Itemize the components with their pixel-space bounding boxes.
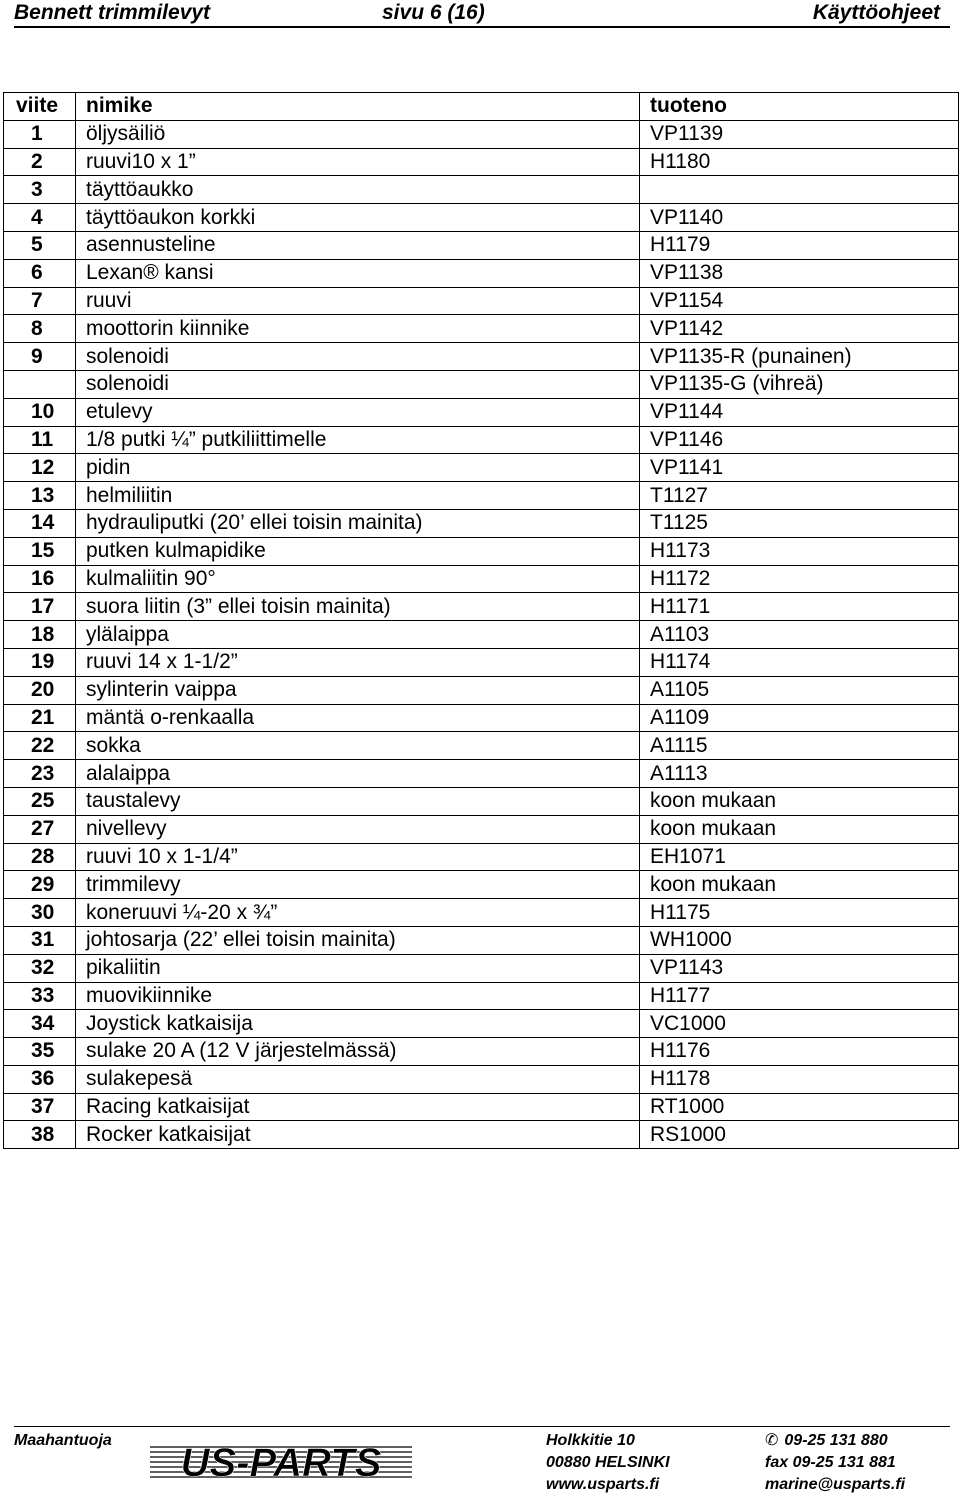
us-parts-logo <box>150 1440 412 1482</box>
address-street: Holkkitie 10 <box>546 1432 635 1449</box>
parts-table <box>3 92 959 1149</box>
table-row <box>4 148 959 176</box>
header-page-number: sivu 6 (16) <box>382 1 485 24</box>
row-product-no: koon mukaan <box>640 787 959 815</box>
row-name: moottorin kiinnike <box>76 315 640 343</box>
row-name: täyttöaukon korkki <box>76 204 640 232</box>
table-row <box>4 648 959 676</box>
row-product-no: RT1000 <box>640 1093 959 1121</box>
row-product-no: H1177 <box>640 982 959 1010</box>
row-name: asennusteline <box>76 231 640 259</box>
row-ref: 11 <box>4 426 76 454</box>
row-product-no: VP1138 <box>640 259 959 287</box>
row-product-no: H1176 <box>640 1038 959 1066</box>
row-ref: 7 <box>4 287 76 315</box>
row-ref: 1 <box>4 120 76 148</box>
row-ref: 16 <box>4 565 76 593</box>
row-ref: 28 <box>4 843 76 871</box>
table-row <box>4 1093 959 1121</box>
table-row <box>4 732 959 760</box>
row-name: Racing katkaisijat <box>76 1093 640 1121</box>
row-ref: 6 <box>4 259 76 287</box>
row-product-no: H1172 <box>640 565 959 593</box>
row-name: sulakepesä <box>76 1065 640 1093</box>
row-name: ylälaippa <box>76 621 640 649</box>
page-header <box>14 0 940 26</box>
table-row <box>4 1121 959 1149</box>
row-ref: 30 <box>4 899 76 927</box>
row-name: sulake 20 A (12 V järjestelmässä) <box>76 1038 640 1066</box>
row-product-no: WH1000 <box>640 926 959 954</box>
row-name: putken kulmapidike <box>76 537 640 565</box>
row-name: suora liitin (3” ellei toisin mainita) <box>76 593 640 621</box>
table-row <box>4 120 959 148</box>
row-name: muovikiinnike <box>76 982 640 1010</box>
row-product-no: VP1141 <box>640 454 959 482</box>
row-name: hydrauliputki (20’ ellei toisin mainita) <box>76 509 640 537</box>
row-product-no: koon mukaan <box>640 871 959 899</box>
row-ref: 35 <box>4 1038 76 1066</box>
table-row <box>4 204 959 232</box>
row-product-no: VP1143 <box>640 954 959 982</box>
row-name: Joystick katkaisija <box>76 1010 640 1038</box>
row-product-no: VP1154 <box>640 287 959 315</box>
table-row <box>4 926 959 954</box>
table-row <box>4 1065 959 1093</box>
row-name: sokka <box>76 732 640 760</box>
row-ref: 21 <box>4 704 76 732</box>
row-ref: 17 <box>4 593 76 621</box>
row-product-no: A1115 <box>640 732 959 760</box>
table-row <box>4 565 959 593</box>
row-product-no: VP1135-G (vihreä) <box>640 370 959 398</box>
table-row <box>4 843 959 871</box>
row-name: sylinterin vaippa <box>76 676 640 704</box>
row-name: pidin <box>76 454 640 482</box>
row-product-no: H1179 <box>640 231 959 259</box>
row-name: ruuvi 14 x 1-1/2” <box>76 648 640 676</box>
column-header-product-no: tuoteno <box>640 93 959 121</box>
table-row <box>4 1010 959 1038</box>
row-name: taustalevy <box>76 787 640 815</box>
phone-line <box>765 1430 905 1452</box>
row-product-no: VP1135-R (punainen) <box>640 343 959 371</box>
address-city: 00880 HELSINKI <box>546 1454 670 1471</box>
row-name: Rocker katkaisijat <box>76 1121 640 1149</box>
row-product-no: A1113 <box>640 760 959 788</box>
table-row <box>4 537 959 565</box>
row-ref: 31 <box>4 926 76 954</box>
row-ref: 27 <box>4 815 76 843</box>
header-product: Bennett trimmilevyt <box>14 1 211 24</box>
row-product-no: H1175 <box>640 899 959 927</box>
row-name: etulevy <box>76 398 640 426</box>
table-row <box>4 982 959 1010</box>
row-ref: 5 <box>4 231 76 259</box>
row-name: ruuvi <box>76 287 640 315</box>
table-row <box>4 231 959 259</box>
table-row <box>4 315 959 343</box>
row-ref <box>4 370 76 398</box>
row-product-no: VP1139 <box>640 120 959 148</box>
column-header-name: nimike <box>76 93 640 121</box>
footer-divider <box>14 1426 950 1427</box>
row-name: kulmaliitin 90° <box>76 565 640 593</box>
footer-address <box>546 1430 670 1496</box>
table-row <box>4 482 959 510</box>
row-product-no: koon mukaan <box>640 815 959 843</box>
row-product-no: A1103 <box>640 621 959 649</box>
row-name: pikaliitin <box>76 954 640 982</box>
table-row <box>4 899 959 927</box>
table-row <box>4 593 959 621</box>
row-name: solenoidi <box>76 343 640 371</box>
table-row <box>4 176 959 204</box>
row-product-no: H1173 <box>640 537 959 565</box>
row-ref: 10 <box>4 398 76 426</box>
row-ref: 22 <box>4 732 76 760</box>
row-ref: 12 <box>4 454 76 482</box>
fax-number: fax 09-25 131 881 <box>765 1454 896 1471</box>
row-name: ruuvi10 x 1” <box>76 148 640 176</box>
row-ref: 14 <box>4 509 76 537</box>
row-product-no: H1171 <box>640 593 959 621</box>
row-name: Lexan® kansi <box>76 259 640 287</box>
row-ref: 18 <box>4 621 76 649</box>
phone-number: 09-25 131 880 <box>784 1432 888 1449</box>
table-row <box>4 287 959 315</box>
row-name: nivellevy <box>76 815 640 843</box>
row-product-no: H1180 <box>640 148 959 176</box>
table-row <box>4 398 959 426</box>
row-ref: 19 <box>4 648 76 676</box>
row-name: helmiliitin <box>76 482 640 510</box>
table-row <box>4 954 959 982</box>
table-row <box>4 370 959 398</box>
header-doc-title: Käyttöohjeet <box>812 1 940 24</box>
row-name: täyttöaukko <box>76 176 640 204</box>
column-header-ref: viite <box>4 93 76 121</box>
row-product-no: H1174 <box>640 648 959 676</box>
footer-importer-label: Maahantuoja <box>14 1432 112 1449</box>
row-name: alalaippa <box>76 760 640 788</box>
email-link[interactable]: marine@usparts.fi <box>765 1476 906 1493</box>
row-product-no: VP1144 <box>640 398 959 426</box>
row-product-no: A1105 <box>640 676 959 704</box>
row-ref: 3 <box>4 176 76 204</box>
row-product-no: VP1142 <box>640 315 959 343</box>
table-header-row <box>4 93 959 121</box>
table-row <box>4 760 959 788</box>
row-name: trimmilevy <box>76 871 640 899</box>
row-ref: 4 <box>4 204 76 232</box>
table-row <box>4 426 959 454</box>
row-product-no: T1127 <box>640 482 959 510</box>
row-name: öljysäiliö <box>76 120 640 148</box>
row-ref: 13 <box>4 482 76 510</box>
row-ref: 25 <box>4 787 76 815</box>
row-name: mäntä o-renkaalla <box>76 704 640 732</box>
row-product-no: VC1000 <box>640 1010 959 1038</box>
row-product-no: T1125 <box>640 509 959 537</box>
row-name: ruuvi 10 x 1-1/4” <box>76 843 640 871</box>
header-divider <box>14 26 950 28</box>
row-ref: 2 <box>4 148 76 176</box>
row-ref: 36 <box>4 1065 76 1093</box>
telephone-icon: ✆ <box>765 1432 779 1449</box>
row-ref: 37 <box>4 1093 76 1121</box>
row-ref: 29 <box>4 871 76 899</box>
row-ref: 38 <box>4 1121 76 1149</box>
row-ref: 32 <box>4 954 76 982</box>
row-product-no: A1109 <box>640 704 959 732</box>
row-ref: 8 <box>4 315 76 343</box>
row-ref: 33 <box>4 982 76 1010</box>
row-product-no: H1178 <box>640 1065 959 1093</box>
svg-text:US-PARTS: US-PARTS <box>180 1441 382 1482</box>
row-ref: 9 <box>4 343 76 371</box>
table-row <box>4 343 959 371</box>
table-row <box>4 509 959 537</box>
row-product-no: EH1071 <box>640 843 959 871</box>
table-row <box>4 621 959 649</box>
table-row <box>4 871 959 899</box>
row-product-no <box>640 176 959 204</box>
table-row <box>4 676 959 704</box>
website-link[interactable]: www.usparts.fi <box>546 1476 660 1493</box>
row-ref: 15 <box>4 537 76 565</box>
row-product-no: VP1140 <box>640 204 959 232</box>
table-row <box>4 259 959 287</box>
row-ref: 23 <box>4 760 76 788</box>
table-row <box>4 704 959 732</box>
table-row <box>4 787 959 815</box>
row-product-no: VP1146 <box>640 426 959 454</box>
row-product-no: RS1000 <box>640 1121 959 1149</box>
row-ref: 20 <box>4 676 76 704</box>
table-row <box>4 815 959 843</box>
row-name: solenoidi <box>76 370 640 398</box>
footer-contact <box>765 1430 905 1496</box>
table-row <box>4 1038 959 1066</box>
table-row <box>4 454 959 482</box>
row-ref: 34 <box>4 1010 76 1038</box>
row-name: 1/8 putki ¼” putkiliittimelle <box>76 426 640 454</box>
row-name: koneruuvi ¼-20 x ¾” <box>76 899 640 927</box>
row-name: johtosarja (22’ ellei toisin mainita) <box>76 926 640 954</box>
